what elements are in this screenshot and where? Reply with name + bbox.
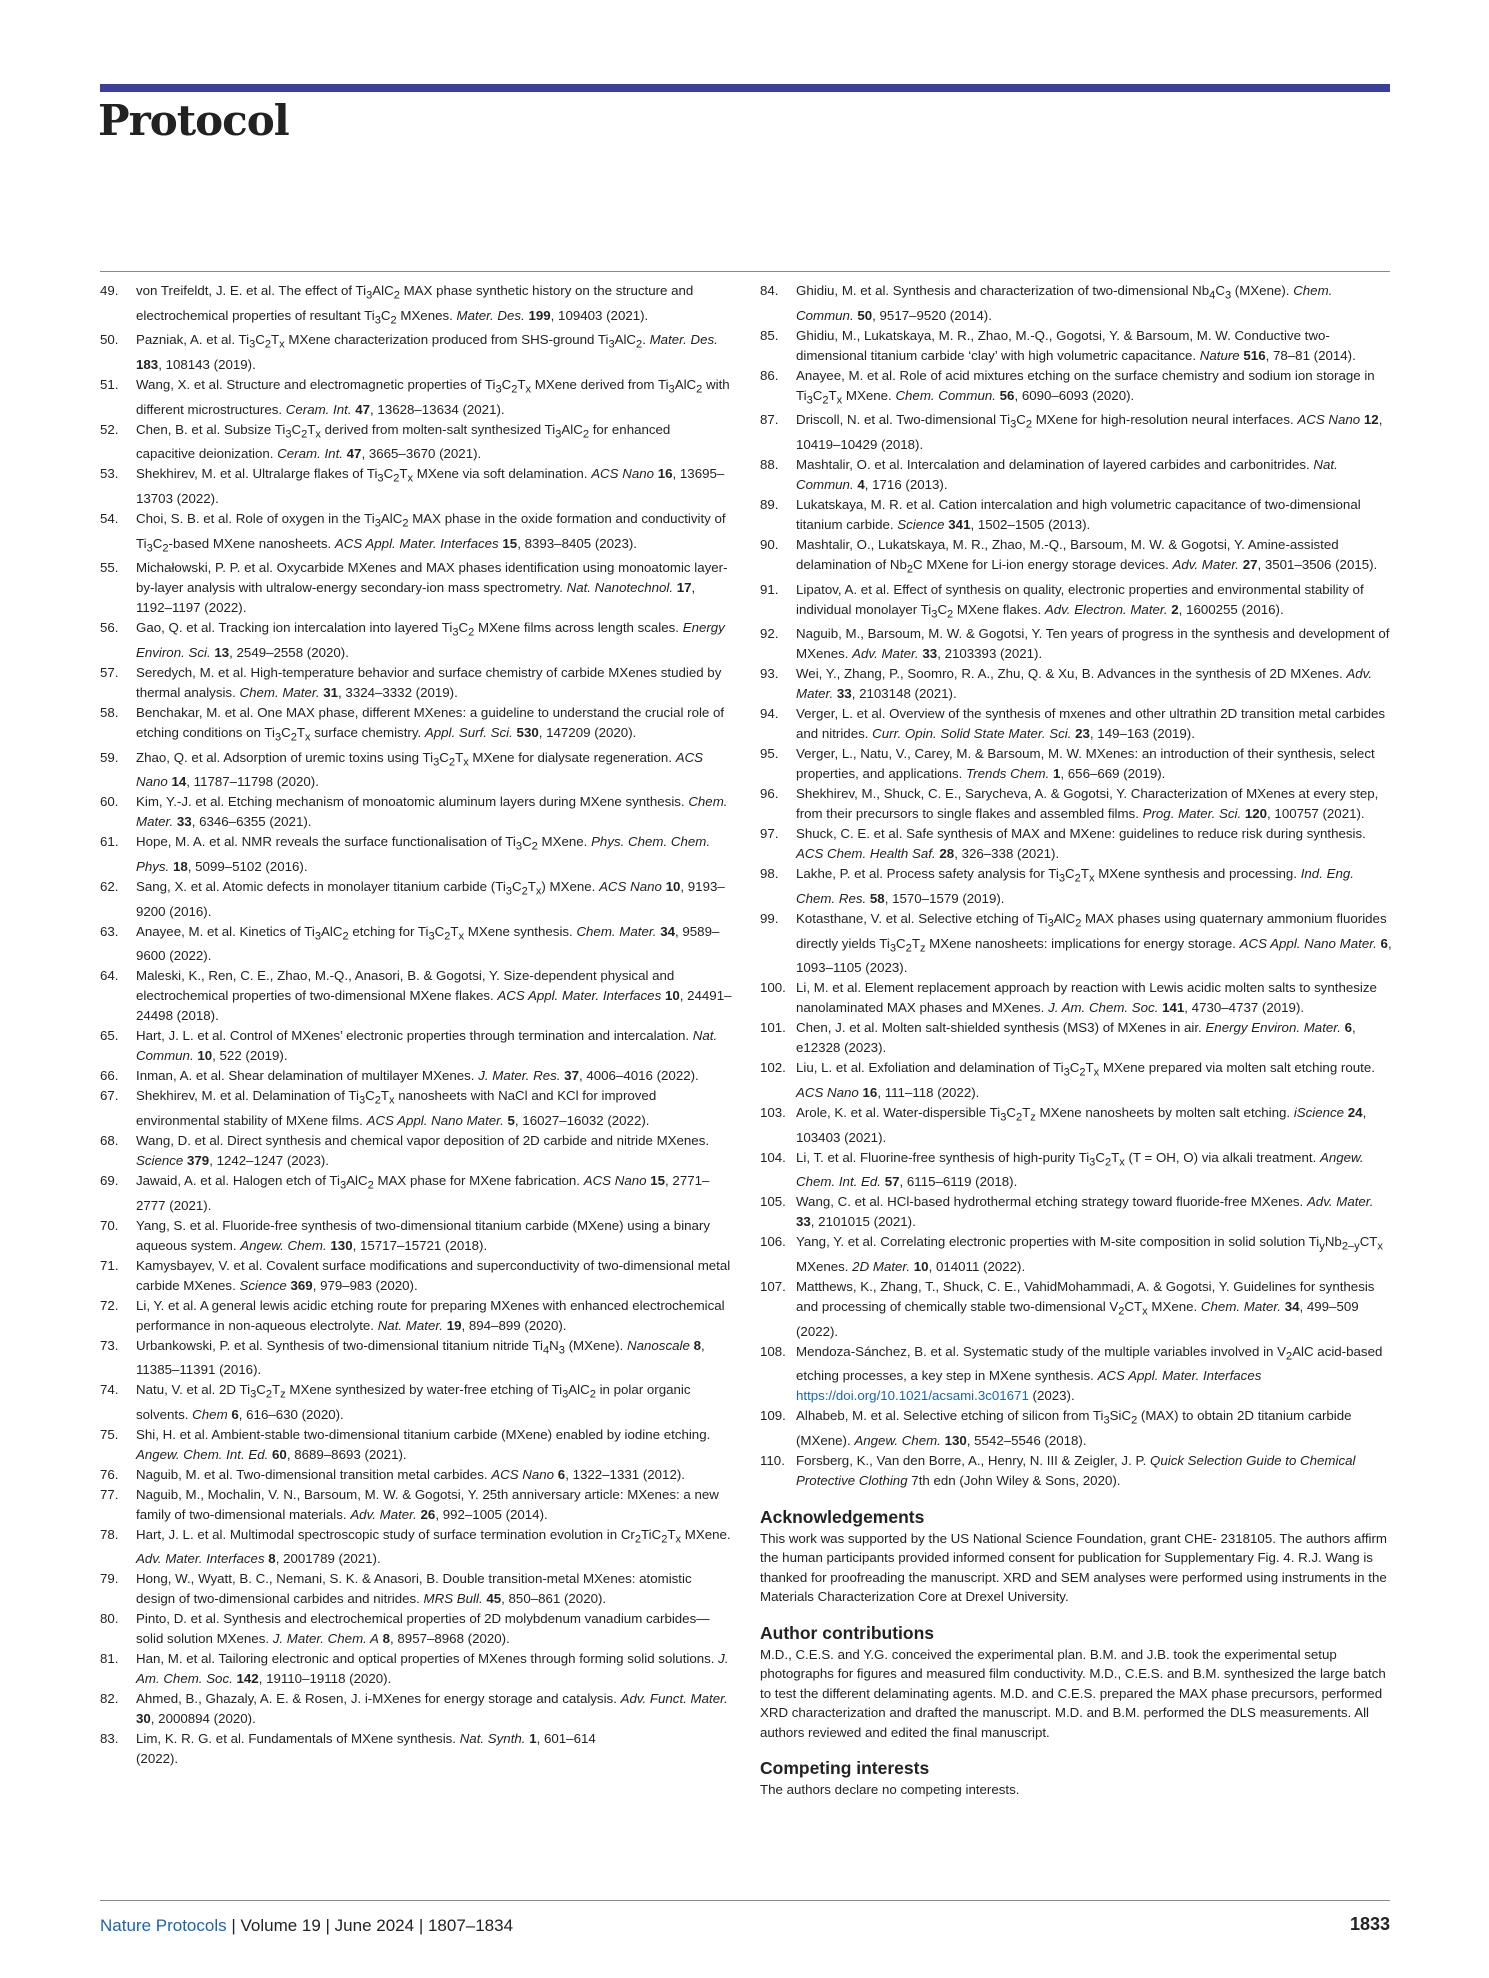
reference-number: 100.	[760, 980, 786, 996]
reference-item	[100, 1729, 732, 1769]
reference-number: 101.	[760, 1020, 786, 1036]
reference-text: Urbankowski, P. et al. Synthesis of two-dimensional titanium nitride $Ti_4N_3$ (MXene). Nanoscale 8, 11385–11391 (2016).	[136, 1337, 705, 1378]
competing-interests-text: The authors declare no competing interests.	[760, 1782, 1020, 1798]
reference-item	[100, 663, 732, 703]
reference-item	[760, 366, 1392, 411]
author-contributions-text: M.D., C.E.S. and Y.G. conceived the experimental plan. B.M. and J.B. took the experimental setup photographs for figures and measured film conductivity. M.D., C.E.S. and B.M. synthesized the large batch to test the different delaminating agents. M.D. and C.E.S. prepared the MAX phase precursors, performed XRD characterization and drafted the manuscript. M.D. and B.M. performed the DLS measurements. All authors reviewed and edited the final manuscript.	[760, 1646, 1386, 1740]
reference-number: 77.	[100, 1486, 119, 1502]
reference-item	[760, 326, 1392, 366]
competing-interests-heading: Competing interests	[760, 1758, 930, 1779]
reference-item	[100, 703, 732, 748]
page-title: Protocol	[98, 96, 289, 145]
reference-item	[100, 1609, 732, 1649]
reference-number: 75.	[100, 1426, 119, 1442]
reference-text: Han, M. et al. Tailoring electronic and optical properties of MXenes through forming solid solutions. J. Am. Chem. Soc. 142, 19110–19118 (2020).	[136, 1651, 729, 1687]
reference-text: Wang, X. et al. Structure and electromagnetic properties of $Ti_3C_2T_x$ MXene derived from $Ti_3AlC_2$ with different microstructures. Ceram. Int. 47, 13628–13634 (2021).	[136, 376, 730, 417]
reference-number: 69.	[100, 1172, 119, 1188]
reference-item	[100, 1216, 732, 1256]
reference-item	[760, 455, 1392, 495]
reference-number: 92.	[760, 626, 779, 642]
reference-text: Naguib, M., Mochalin, V. N., Barsoum, M. W. & Gogotsi, Y. 25th anniversary article: MXenes: a new family of two-dimensional materials. Adv. Mater. 26, 992–1005 (2014).	[136, 1486, 719, 1522]
reference-text: Kotasthane, V. et al. Selective etching of $Ti_3AlC_2$ MAX phases using quaternary ammonium fluorides directly yields $Ti_3C_2T_z$ MXene nanosheets: implications for energy storage. ACS Appl. Nano Mater. 6, 1093–1105 (2023).	[796, 910, 1392, 976]
reference-text: Maleski, K., Ren, C. E., Zhao, M.-Q., Anasori, B. & Gogotsi, Y. Size-dependent physical and electrochemical properties of two-dimensional MXene flakes. ACS Appl. Mater. Interfaces 10, 24491–24498 (2018).	[136, 968, 732, 1024]
reference-text: Pazniak, A. et al. $Ti_3C_2T_x$ MXene characterization produced from SHS-ground $Ti_3AlC_2$. Mater. Des. 183, 108143 (2019).	[136, 332, 718, 372]
reference-text: Jawaid, A. et al. Halogen etch of $Ti_3AlC_2$ MAX phase for MXene fabrication. ACS Nano 15, 2771–2777 (2021).	[136, 1172, 710, 1213]
reference-number: 53.	[100, 466, 119, 482]
reference-text: Hong, W., Wyatt, B. C., Nemani, S. K. & Anasori, B. Double transition-metal MXenes: atomistic design of two-dimensional carbides and nitrides. MRS Bull. 45, 850–861 (2020).	[136, 1571, 692, 1607]
reference-number: 106.	[760, 1234, 786, 1250]
doi-link[interactable]: https://doi.org/10.1021/acsami.3c01671	[796, 1388, 1029, 1404]
reference-text: Natu, V. et al. 2D $Ti_3C_2T_z$ MXene synthesized by water-free etching of $Ti_3AlC_2$ in polar organic solvents. Chem 6, 616–630 (2020).	[136, 1382, 691, 1422]
reference-number: 66.	[100, 1068, 119, 1084]
reference-number: 56.	[100, 620, 119, 636]
reference-text: Ghidiu, M. et al. Synthesis and characterization of two-dimensional $Nb_4C_3$ (MXene). Chem. Commun. 50, 9517–9520 (2014).	[796, 283, 1333, 323]
reference-item	[760, 1232, 1392, 1277]
reference-item	[100, 1296, 732, 1336]
reference-item	[760, 281, 1392, 326]
reference-item	[100, 1569, 732, 1609]
reference-text: Anayee, M. et al. Role of acid mixtures etching on the surface chemistry and sodium ion storage in $Ti_3C_2T_x$ MXene. Chem. Commun. 56, 6090–6093 (2020).	[796, 367, 1375, 407]
reference-number: 89.	[760, 496, 779, 512]
reference-number: 50.	[100, 332, 119, 348]
left-column	[100, 281, 732, 1769]
reference-item	[100, 1066, 732, 1086]
footer-divider	[100, 1900, 1390, 1901]
reference-text: Shi, H. et al. Ambient-stable two-dimensional titanium carbide (MXene) enabled by iodine etching. Angew. Chem. Int. Ed. 60, 8689–8693 (2021).	[136, 1426, 711, 1462]
reference-text: Verger, L. et al. Overview of the synthesis of mxenes and other ultrathin 2D transition metal carbides and nitrides. Curr. Opin. Solid State Mater. Sci. 23, 149–163 (2019).	[796, 706, 1386, 742]
reference-item	[100, 1689, 732, 1729]
reference-number: 71.	[100, 1257, 119, 1273]
reference-item	[760, 535, 1392, 580]
reference-text: Zhao, Q. et al. Adsorption of uremic toxins using $Ti_3C_2T_x$ MXene for dialysate regeneration. ACS Nano 14, 11787–11798 (2020).	[136, 749, 704, 790]
reference-item	[100, 281, 732, 330]
reference-item	[760, 410, 1392, 455]
reference-text: Mendoza-Sánchez, B. et al. Systematic study of the multiple variables involved in $V_2AlC$ acid-based etching processes, a key step in MXene synthesis. ACS Appl. Mater. Interfaces https://doi.org/10.1021/acsami.3c01671 (2023).	[796, 1343, 1383, 1404]
reference-number: 73.	[100, 1337, 119, 1353]
reference-number: 98.	[760, 866, 779, 882]
reference-item	[100, 832, 732, 877]
reference-item	[100, 1525, 732, 1570]
reference-item	[760, 824, 1392, 864]
reference-item	[760, 864, 1392, 909]
reference-number: 79.	[100, 1571, 119, 1587]
reference-text: Kim, Y.-J. et al. Etching mechanism of monoatomic aluminum layers during MXene synthesis. Chem. Mater. 33, 6346–6355 (2021).	[136, 794, 728, 830]
reference-item	[760, 1277, 1392, 1342]
reference-number: 64.	[100, 968, 119, 984]
reference-text: Lakhe, P. et al. Process safety analysis for $Ti_3C_2T_x$ MXene synthesis and processing. Ind. Eng. Chem. Res. 58, 1570–1579 (2019).	[796, 866, 1354, 906]
reference-item	[760, 1103, 1392, 1148]
reference-text: Inman, A. et al. Shear delamination of multilayer MXenes. J. Mater. Res. 37, 4006–4016 (2022).	[136, 1068, 699, 1084]
reference-item	[100, 1171, 732, 1216]
reference-number: 103.	[760, 1104, 786, 1120]
reference-item	[100, 618, 732, 663]
reference-number: 94.	[760, 706, 779, 722]
acknowledgements-text: This work was supported by the US National Science Foundation, grant CHE- 2318105. The authors affirm the human participants provided informed consent for publication for Supplementary Fig. 4. R.J. Wang is thanked for proofreading the manuscript. XRD and SEM analyses were performed using instruments in the Materials Characterization Core at Drexel University.	[760, 1530, 1388, 1605]
reference-text: Anayee, M. et al. Kinetics of $Ti_3AlC_2$ etching for $Ti_3C_2T_x$ MXene synthesis. Chem. Mater. 34, 9589–9600 (2022).	[136, 923, 720, 964]
footer-citation	[100, 1916, 513, 1936]
reference-text: Mashtalir, O. et al. Intercalation and delamination of layered carbides and carbonitrides. Nat. Commun. 4, 1716 (2013).	[796, 456, 1338, 492]
reference-number: 72.	[100, 1297, 119, 1313]
reference-item	[100, 748, 732, 793]
reference-item	[100, 1380, 732, 1425]
reference-item	[100, 1336, 732, 1381]
reference-number: 49.	[100, 283, 119, 298]
reference-number: 55.	[100, 560, 119, 576]
reference-text: Kamysbayev, V. et al. Covalent surface modifications and superconductivity of two-dimensional metal carbide MXenes. Science 369, 979–983 (2020).	[136, 1257, 731, 1293]
reference-text: Benchakar, M. et al. One MAX phase, different MXenes: a guideline to understand the crucial role of etching conditions on $Ti_3C_2T_x$ surface chemistry. Appl. Surf. Sci. 530, 147209 (2020).	[136, 704, 725, 744]
reference-number: 70.	[100, 1217, 119, 1233]
reference-item	[760, 909, 1392, 978]
reference-text: Verger, L., Natu, V., Carey, M. & Barsoum, M. W. MXenes: an introduction of their synthesis, select properties, and applications. Trends Chem. 1, 656–669 (2019).	[796, 746, 1375, 782]
reference-number: 91.	[760, 581, 779, 597]
reference-text: Lim, K. R. G. et al. Fundamentals of MXene synthesis. Nat. Synth. 1, 601–614 (2022).	[136, 1731, 596, 1767]
reference-number: 109.	[760, 1408, 786, 1424]
reference-item	[100, 1256, 732, 1296]
reference-item	[760, 1058, 1392, 1103]
acknowledgements-heading: Acknowledgements	[760, 1506, 925, 1527]
reference-text: Shekhirev, M., Shuck, C. E., Sarycheva, A. & Gogotsi, Y. Characterization of MXenes at every step, from their precursors to single flakes and assembled films. Prog. Mater. Sci. 120, 100757 (2021).	[796, 786, 1379, 822]
reference-text: Mashtalir, O., Lukatskaya, M. R., Zhao, M.-Q., Barsoum, M. W. & Gogotsi, Y. Amine-assisted delamination of $Nb_2C$ MXene for Li-ion energy storage devices. Adv. Mater. 27, 3501–3506 (2015).	[796, 536, 1378, 576]
reference-item	[100, 966, 732, 1026]
reference-item	[760, 744, 1392, 784]
reference-item	[100, 420, 732, 465]
reference-text: Li, Y. et al. A general lewis acidic etching route for preparing MXenes with enhanced electrochemical performance in non-aqueous electrolyte. Nat. Mater. 19, 894–899 (2020).	[136, 1297, 725, 1333]
reference-item	[760, 1192, 1392, 1232]
reference-item	[100, 922, 732, 967]
reference-text: Ahmed, B., Ghazaly, A. E. & Rosen, J. i-MXenes for energy storage and catalysis. Adv. Funct. Mater. 30, 2000894 (2020).	[136, 1691, 728, 1727]
reference-text: Ghidiu, M., Lukatskaya, M. R., Zhao, M.-Q., Gogotsi, Y. & Barsoum, M. W. Conductive two-dimensional titanium carbide ‘clay’ with high volumetric capacitance. Nature 516, 78–81 (2014).	[796, 327, 1356, 363]
reference-text: Wang, D. et al. Direct synthesis and chemical vapor deposition of 2D carbide and nitride MXenes. Science 379, 1242–1247 (2023).	[136, 1132, 710, 1168]
reference-text: Li, T. et al. Fluorine-free synthesis of high-purity $Ti_3C_2T_x$ (T = OH, O) via alkali treatment. Angew. Chem. Int. Ed. 57, 6115–6119 (2018).	[796, 1149, 1364, 1190]
acknowledgements-section	[760, 1505, 1392, 1607]
reference-item	[100, 1425, 732, 1465]
reference-text: Alhabeb, M. et al. Selective etching of silicon from $Ti_3SiC_2$ (MAX) to obtain 2D titanium carbide (MXene). Angew. Chem. 130, 5542–5546 (2018).	[796, 1408, 1352, 1448]
reference-number: 82.	[100, 1691, 119, 1707]
reference-text: Pinto, D. et al. Synthesis and electrochemical properties of 2D molybdenum vanadium carbides—solid solution MXenes. J. Mater. Chem. A 8, 8957–8968 (2020).	[136, 1611, 710, 1647]
reference-number: 81.	[100, 1651, 119, 1667]
reference-item	[100, 1485, 732, 1525]
reference-number: 84.	[760, 283, 779, 298]
reference-text: Gao, Q. et al. Tracking ion intercalation into layered $Ti_3C_2$ MXene films across length scales. Energy Environ. Sci. 13, 2549–2558 (2020).	[136, 620, 725, 660]
reference-text: Naguib, M., Barsoum, M. W. & Gogotsi, Y. Ten years of progress in the synthesis and development of MXenes. Adv. Mater. 33, 2103393 (2021).	[796, 626, 1390, 662]
competing-interests-section	[760, 1756, 1392, 1800]
reference-text: von Treifeldt, J. E. et al. The effect of $Ti_3AlC_2$ MAX phase synthetic history on the structure and electrochemical properties of resultant $Ti_3C_2$ MXenes. Mater. Des. 199, 109403 (2021).	[136, 283, 694, 327]
reference-list-right	[760, 281, 1392, 1491]
reference-number: 76.	[100, 1466, 119, 1482]
reference-item	[100, 375, 732, 420]
reference-text: Chen, B. et al. Subsize $Ti_3C_2T_x$ derived from molten-salt synthesized $Ti_3AlC_2$ for enhanced capacitive deionization. Ceram. Int. 47, 3665–3670 (2021).	[136, 421, 671, 462]
reference-item	[760, 1148, 1392, 1193]
reference-number: 58.	[100, 704, 119, 720]
reference-number: 62.	[100, 878, 119, 894]
reference-number: 80.	[100, 1611, 119, 1627]
reference-text: Hope, M. A. et al. NMR reveals the surface functionalisation of $Ti_3C_2$ MXene. Phys. Chem. Chem. Phys. 18, 5099–5102 (2016).	[136, 834, 711, 874]
reference-number: 97.	[760, 826, 779, 842]
reference-item	[100, 1465, 732, 1485]
reference-item	[100, 509, 732, 558]
reference-item	[760, 1018, 1392, 1058]
reference-text: Lukatskaya, M. R. et al. Cation intercalation and high volumetric capacitance of two-dimensional titanium carbide. Science 341, 1502–1505 (2013).	[796, 496, 1361, 532]
reference-item	[100, 1649, 732, 1689]
reference-text: Wei, Y., Zhang, P., Soomro, R. A., Zhu, Q. & Xu, B. Advances in the synthesis of 2D MXenes. Adv. Mater. 33, 2103148 (2021).	[796, 666, 1373, 702]
reference-number: 57.	[100, 664, 119, 680]
reference-number: 68.	[100, 1132, 119, 1148]
reference-number: 93.	[760, 666, 779, 682]
reference-text: Shuck, C. E. et al. Safe synthesis of MAX and MXene: guidelines to reduce risk during synthesis. ACS Chem. Health Saf. 28, 326–338 (2021).	[796, 826, 1366, 862]
journal-name[interactable]: Nature Protocols	[100, 1916, 227, 1935]
reference-text: Yang, S. et al. Fluoride-free synthesis of two-dimensional titanium carbide (MXene) using a binary aqueous system. Angew. Chem. 130, 15717–15721 (2018).	[136, 1217, 711, 1253]
reference-number: 107.	[760, 1278, 786, 1294]
reference-number: 87.	[760, 412, 779, 428]
reference-text: Forsberg, K., Van den Borre, A., Henry, N. III & Zeigler, J. P. Quick Selection Guide to Chemical Protective Clothing 7th edn (John Wiley & Sons, 2020).	[796, 1452, 1356, 1488]
reference-number: 96.	[760, 786, 779, 802]
reference-text: Hart, J. L. et al. Multimodal spectroscopic study of surface termination evolution in $Cr_2TiC_2T_x$ MXene. Adv. Mater. Interfaces 8, 2001789 (2021).	[136, 1526, 731, 1567]
reference-item	[760, 495, 1392, 535]
reference-text: Chen, J. et al. Molten salt-shielded synthesis (MS3) of MXenes in air. Energy Environ. Mater. 6, e12328 (2023).	[796, 1020, 1356, 1056]
reference-number: 102.	[760, 1060, 786, 1076]
reference-item	[100, 1026, 732, 1066]
reference-item	[760, 704, 1392, 744]
reference-number: 90.	[760, 536, 779, 552]
reference-item	[760, 624, 1392, 664]
reference-text: Matthews, K., Zhang, T., Shuck, C. E., VahidMohammadi, A. & Gogotsi, Y. Guidelines for synthesis and processing of chemically stable two-dimensional $V_2CT_x$ MXene. Chem. Mater. 34, 499–509 (2022).	[796, 1278, 1375, 1339]
reference-text: Yang, Y. et al. Correlating electronic properties with M-site composition in solid solution $Ti_yNb_{2-y}CT_x$ MXenes. 2D Mater. 10, 014011 (2022).	[796, 1234, 1383, 1274]
reference-text: Shekhirev, M. et al. Ultralarge flakes of $Ti_3C_2T_x$ MXene via soft delamination. ACS Nano 16, 13695–13703 (2022).	[136, 466, 725, 506]
reference-number: 54.	[100, 510, 119, 526]
reference-text: Choi, S. B. et al. Role of oxygen in the $Ti_3AlC_2$ MAX phase in the oxide formation and conductivity of $Ti_3C_2$-based MXene nanosheets. ACS Appl. Mater. Interfaces 15, 8393–8405 (2023).	[136, 510, 726, 555]
reference-number: 59.	[100, 749, 119, 765]
author-contributions-section	[760, 1621, 1392, 1743]
reference-item	[760, 664, 1392, 704]
reference-list-left	[100, 281, 732, 1769]
reference-number: 74.	[100, 1382, 119, 1398]
reference-number: 99.	[760, 910, 779, 926]
reference-text: Seredych, M. et al. High-temperature behavior and surface chemistry of carbide MXenes studied by thermal analysis. Chem. Mater. 31, 3324–3332 (2019).	[136, 664, 722, 700]
reference-item	[760, 1406, 1392, 1451]
right-column	[760, 281, 1392, 1800]
reference-item	[100, 877, 732, 922]
reference-text: Michałowski, P. P. et al. Oxycarbide MXenes and MAX phases identification using monoatomic layer-by-layer analysis with ultralow-energy secondary-ion mass spectrometry. Nat. Nanotechnol. 17, 1192–1197 (2022).	[136, 560, 728, 616]
reference-text: Arole, K. et al. Water-dispersible $Ti_3C_2T_z$ MXene nanosheets by molten salt etching. iScience 24, 103403 (2021).	[796, 1104, 1367, 1145]
reference-number: 86.	[760, 367, 779, 383]
reference-text: Sang, X. et al. Atomic defects in monolayer titanium carbide $(Ti_3C_2T_x)$ MXene. ACS Nano 10, 9193–9200 (2016).	[136, 878, 725, 919]
reference-text: Hart, J. L. et al. Control of MXenes’ electronic properties through termination and intercalation. Nat. Commun. 10, 522 (2019).	[136, 1028, 718, 1064]
reference-item	[100, 792, 732, 832]
reference-number: 78.	[100, 1526, 119, 1542]
reference-item	[100, 330, 732, 375]
reference-item	[100, 1131, 732, 1171]
reference-item	[760, 978, 1392, 1018]
reference-item	[760, 580, 1392, 625]
reference-number: 67.	[100, 1088, 119, 1104]
reference-text: Wang, C. et al. HCl-based hydrothermal etching strategy toward fluoride-free MXenes. Adv. Mater. 33, 2101015 (2021).	[796, 1194, 1374, 1230]
reference-text: Liu, L. et al. Exfoliation and delamination of $Ti_3C_2T_x$ MXene prepared via molten salt etching route. ACS Nano 16, 111–118 (2022).	[796, 1060, 1375, 1100]
reference-number: 61.	[100, 834, 119, 850]
reference-number: 85.	[760, 327, 779, 343]
reference-number: 83.	[100, 1731, 119, 1747]
reference-text: Naguib, M. et al. Two-dimensional transition metal carbides. ACS Nano 6, 1322–1331 (2012).	[136, 1466, 685, 1482]
reference-item	[100, 558, 732, 618]
reference-text: Driscoll, N. et al. Two-dimensional $Ti_3C_2$ MXene for high-resolution neural interfaces. ACS Nano 12, 10419–10429 (2018).	[796, 412, 1383, 452]
reference-number: 63.	[100, 923, 119, 939]
reference-number: 104.	[760, 1149, 786, 1165]
reference-number: 105.	[760, 1194, 786, 1210]
reference-item	[760, 784, 1392, 824]
reference-number: 95.	[760, 746, 779, 762]
page-number: 1833	[1349, 1914, 1390, 1934]
reference-number: 51.	[100, 376, 119, 392]
reference-text: Lipatov, A. et al. Effect of synthesis on quality, electronic properties and environmental stability of individual monolayer $Ti_3C_2$ MXene flakes. Adv. Electron. Mater. 2, 1600255 (2016).	[796, 581, 1364, 621]
reference-text: Li, M. et al. Element replacement approach by reaction with Lewis acidic molten salts to synthesize nanolaminated MAX phases and MXenes. J. Am. Chem. Soc. 141, 4730–4737 (2019).	[796, 980, 1377, 1016]
reference-item	[760, 1342, 1392, 1407]
reference-number: 60.	[100, 794, 119, 810]
header-accent-bar	[100, 84, 1390, 92]
header-divider	[100, 271, 1390, 272]
reference-number: 65.	[100, 1028, 119, 1044]
reference-number: 88.	[760, 456, 779, 472]
author-contributions-heading: Author contributions	[760, 1622, 935, 1643]
reference-item	[760, 1451, 1392, 1491]
issue-details: | Volume 19 | June 2024 | 1807–1834	[226, 1916, 514, 1935]
reference-text: Shekhirev, M. et al. Delamination of $Ti_3C_2T_x$ nanosheets with NaCl and KCl for improved environmental stability of MXene films. ACS Appl. Nano Mater. 5, 16027–16032 (2022).	[136, 1088, 657, 1128]
reference-item	[100, 464, 732, 509]
reference-number: 108.	[760, 1343, 786, 1359]
reference-number: 52.	[100, 421, 119, 437]
reference-item	[100, 1086, 732, 1131]
reference-number: 110.	[760, 1452, 785, 1468]
